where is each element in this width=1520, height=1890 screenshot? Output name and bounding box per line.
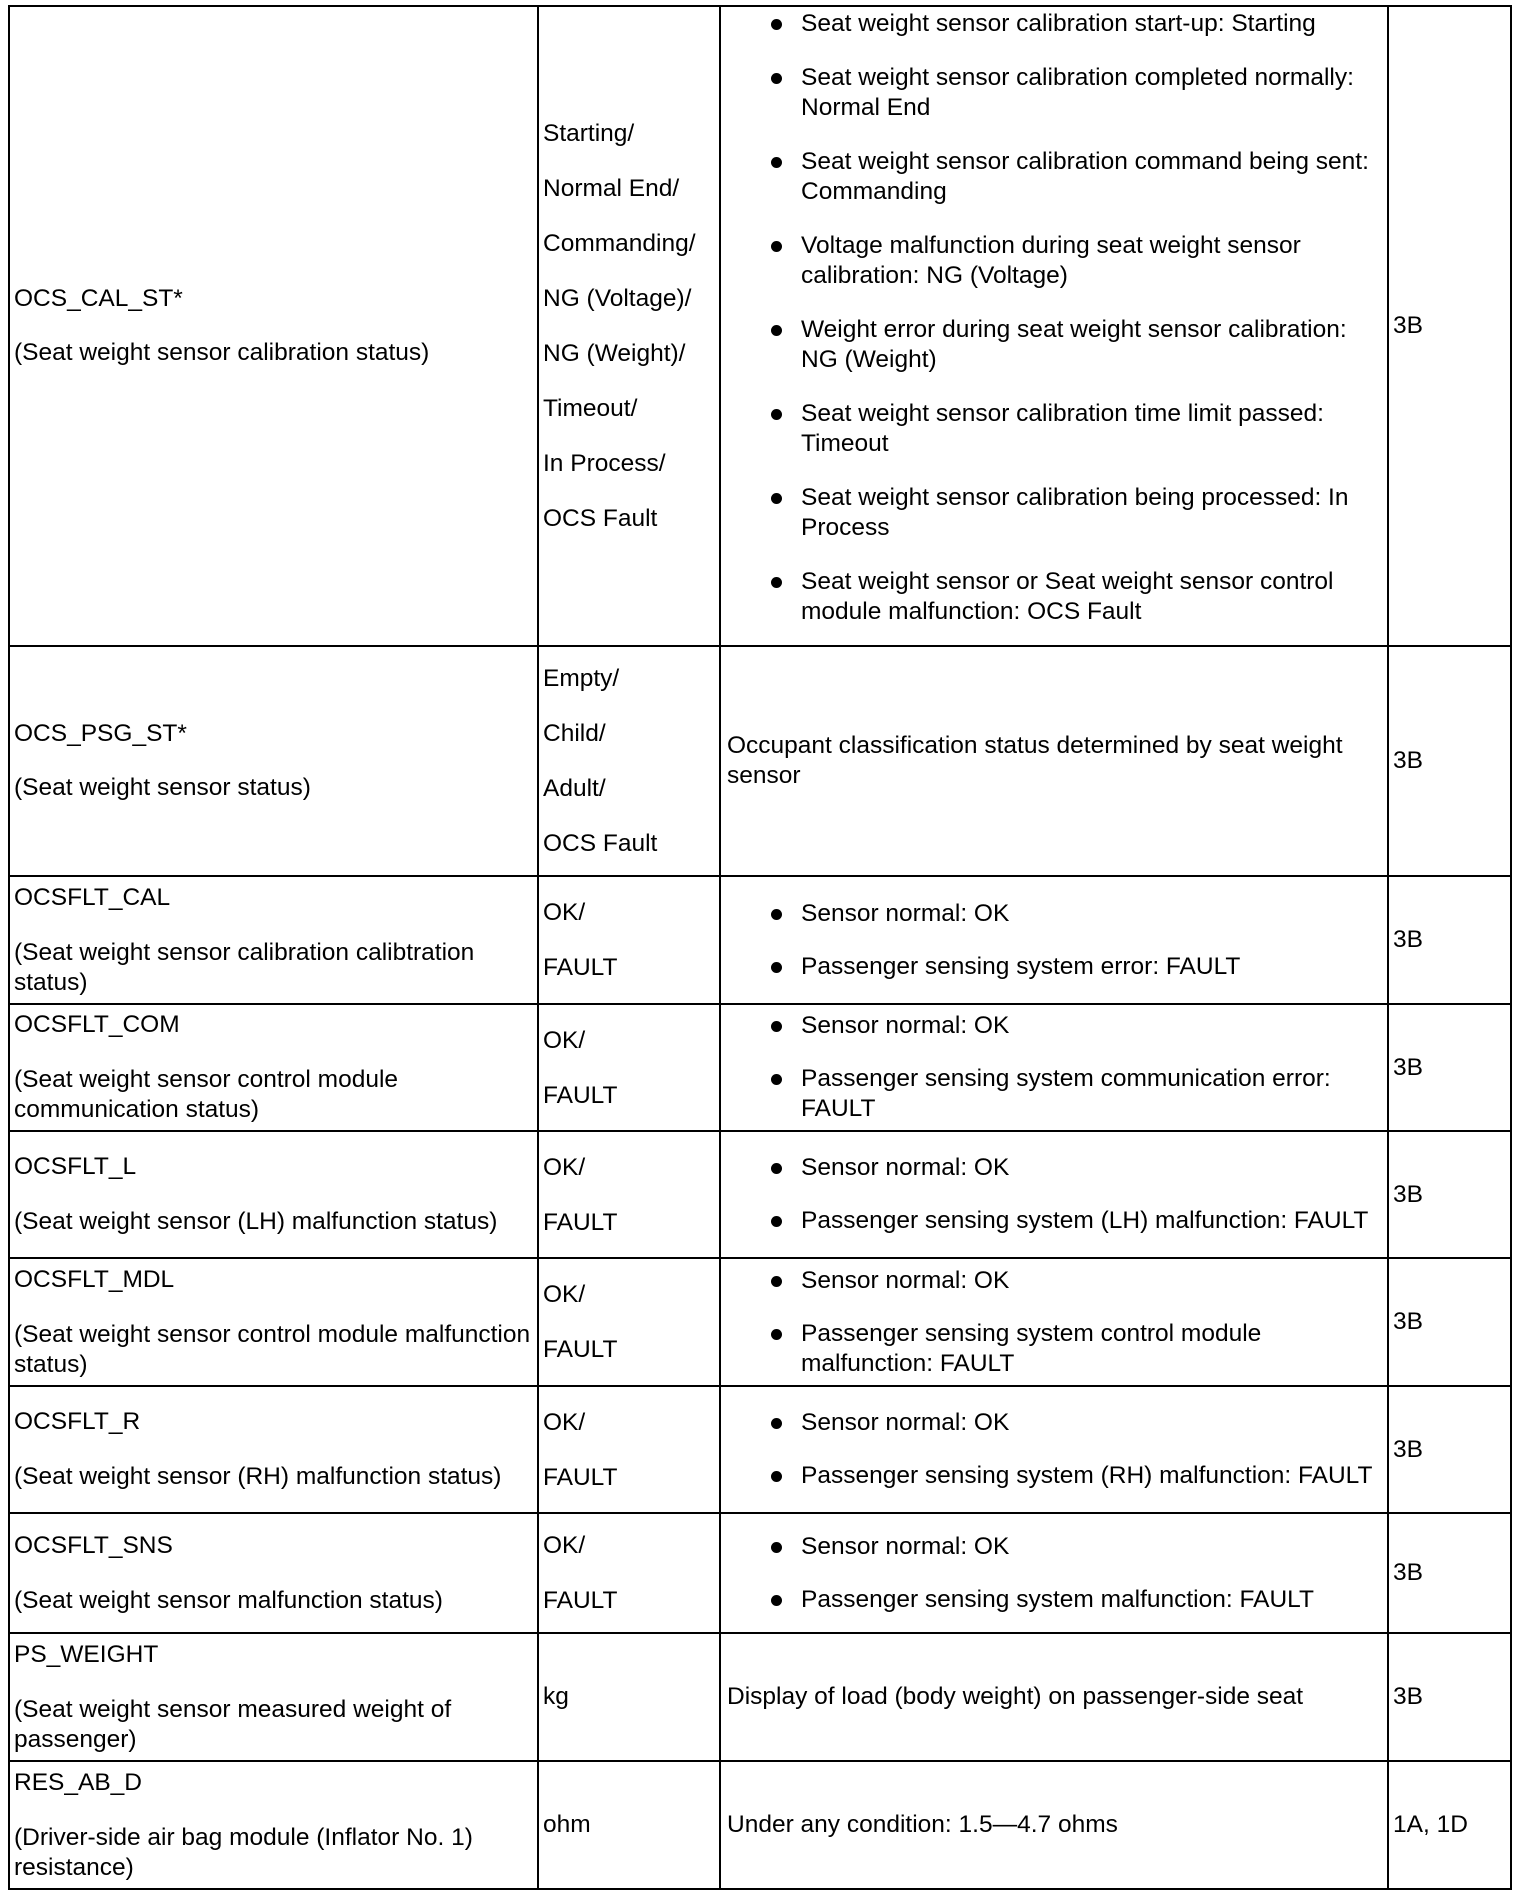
value-cell (538, 6, 720, 646)
value-cell (538, 1258, 720, 1386)
item-cell (9, 1258, 538, 1386)
value-option: FAULT (543, 954, 618, 981)
condition-item: Sensor normal: OK (725, 1532, 1383, 1562)
item-description: (Seat weight sensor malfunction status) (14, 1586, 443, 1614)
item-cell (9, 1513, 538, 1633)
condition-item: Passenger sensing system (LH) malfunction: FAULT (725, 1206, 1383, 1236)
value-option: Empty/ (543, 665, 620, 692)
item-cell (9, 876, 538, 1004)
condition-cell (720, 876, 1388, 1004)
condition-list (725, 1408, 1383, 1491)
table-row (9, 6, 1511, 646)
table-row (9, 876, 1511, 1004)
value-cell (538, 1004, 720, 1131)
item-description: (Seat weight sensor measured weight of passenger) (14, 1695, 452, 1753)
value-option: FAULT (543, 1587, 618, 1614)
bullet-icon (771, 1418, 782, 1429)
bullet-icon (771, 577, 782, 588)
dtc-code: 1A, 1D (1393, 1811, 1468, 1838)
value-option: NG (Weight)/ (543, 340, 686, 367)
value-option: OK/ (543, 1153, 586, 1181)
value-option: OCS Fault (543, 830, 658, 857)
condition-list (725, 1266, 1383, 1379)
table-row (9, 1633, 1511, 1761)
dtc-cell (1388, 1258, 1511, 1386)
item-name: OCSFLT_MDL (14, 1265, 175, 1293)
dtc-code: 3B (1393, 747, 1423, 774)
item-cell (9, 1004, 538, 1131)
condition-cell (720, 6, 1388, 646)
condition-list (725, 1153, 1383, 1236)
item-cell (9, 1386, 538, 1513)
condition-cell (720, 1004, 1388, 1131)
dtc-code: 3B (1393, 926, 1423, 953)
condition-item: Seat weight sensor calibration being processed: In Process (725, 483, 1383, 543)
value-option: Child/ (543, 720, 606, 747)
value-option: Commanding/ (543, 230, 696, 257)
condition-item: Seat weight sensor calibration start-up: Starting (725, 9, 1383, 39)
value-cell (538, 1513, 720, 1633)
item-cell (9, 6, 538, 646)
dtc-cell (1388, 1633, 1511, 1761)
condition-item: Sensor normal: OK (725, 1408, 1383, 1438)
condition-cell (720, 1761, 1388, 1889)
table-row (9, 1004, 1511, 1131)
item-name: OCSFLT_COM (14, 1011, 180, 1038)
item-name: OCSFLT_L (14, 1153, 137, 1180)
bullet-icon (771, 19, 782, 30)
condition-text: Under any condition: 1.5—4.7 ohms (727, 1811, 1118, 1838)
condition-item: Sensor normal: OK (725, 1266, 1383, 1296)
value-option: OK/ (543, 1532, 586, 1559)
table-row (9, 1761, 1511, 1889)
condition-item: Seat weight sensor calibration completed normally: Normal End (725, 63, 1383, 123)
item-description: (Seat weight sensor (LH) malfunction status) (14, 1208, 498, 1235)
value-option: Adult/ (543, 775, 606, 802)
value-option: OK/ (543, 1026, 586, 1054)
bullet-icon (771, 909, 782, 920)
condition-cell (720, 646, 1388, 876)
value-cell (538, 1761, 720, 1889)
item-cell (9, 1633, 538, 1761)
value-option: FAULT (543, 1081, 618, 1109)
item-description: (Driver-side air bag module (Inflator No. 1) resistance) (14, 1823, 473, 1881)
dtc-cell (1388, 1131, 1511, 1258)
bullet-icon (771, 409, 782, 420)
item-name: OCS_PSG_ST* (14, 720, 187, 747)
dtc-code: 3B (1393, 1435, 1423, 1463)
dtc-cell (1388, 1004, 1511, 1131)
bullet-icon (771, 1074, 782, 1085)
condition-list (725, 1532, 1383, 1615)
condition-item: Seat weight sensor or Seat weight sensor control module malfunction: OCS Fault (725, 567, 1383, 627)
value-cell (538, 1633, 720, 1761)
value-option: In Process/ (543, 450, 666, 477)
condition-list (725, 9, 1383, 627)
value-option: Normal End/ (543, 175, 680, 202)
condition-item: Seat weight sensor calibration time limit passed: Timeout (725, 399, 1383, 459)
condition-item: Sensor normal: OK (725, 1153, 1383, 1183)
condition-cell (720, 1131, 1388, 1258)
dtc-code: 3B (1393, 1683, 1423, 1710)
dtc-cell (1388, 6, 1511, 646)
value-option: OK/ (543, 899, 586, 926)
table-row (9, 1258, 1511, 1386)
bullet-icon (771, 1542, 782, 1553)
value-cell (538, 876, 720, 1004)
value-option: FAULT (543, 1463, 618, 1491)
condition-item: Passenger sensing system malfunction: FAULT (725, 1585, 1383, 1615)
item-description: (Seat weight sensor calibration calibtration status) (14, 938, 475, 996)
value-cell (538, 1131, 720, 1258)
bullet-icon (771, 493, 782, 504)
data-list-table (8, 5, 1512, 1890)
dtc-code: 3B (1393, 312, 1423, 339)
item-name: OCSFLT_CAL (14, 883, 171, 911)
value-unit: ohm (543, 1811, 591, 1838)
dtc-code: 3B (1393, 1053, 1423, 1081)
condition-item: Seat weight sensor calibration command being sent: Commanding (725, 147, 1383, 207)
bullet-icon (771, 1595, 782, 1606)
bullet-icon (771, 241, 782, 252)
value-option: Starting/ (543, 120, 635, 147)
item-description: (Seat weight sensor calibration status) (14, 339, 430, 366)
table-row (9, 1131, 1511, 1258)
dtc-cell (1388, 1761, 1511, 1889)
dtc-code: 3B (1393, 1180, 1423, 1208)
bullet-icon (771, 1216, 782, 1227)
bullet-icon (771, 1021, 782, 1032)
item-name: PS_WEIGHT (14, 1640, 159, 1668)
condition-item: Passenger sensing system error: FAULT (725, 952, 1383, 982)
dtc-cell (1388, 646, 1511, 876)
condition-cell (720, 1258, 1388, 1386)
dtc-cell (1388, 876, 1511, 1004)
item-cell (9, 1761, 538, 1889)
table-row (9, 1386, 1511, 1513)
item-name: RES_AB_D (14, 1768, 143, 1796)
value-option: OK/ (543, 1408, 586, 1436)
condition-text: Display of load (body weight) on passenger-side seat (727, 1683, 1304, 1710)
condition-list (725, 899, 1383, 982)
condition-list (725, 1011, 1383, 1124)
item-description: (Seat weight sensor control module communication status) (14, 1066, 399, 1123)
item-name: OCS_CAL_ST* (14, 285, 183, 312)
item-cell (9, 1131, 538, 1258)
item-name: OCSFLT_SNS (14, 1531, 173, 1559)
condition-item: Sensor normal: OK (725, 1011, 1383, 1041)
condition-cell (720, 1513, 1388, 1633)
bullet-icon (771, 1329, 782, 1340)
condition-cell (720, 1386, 1388, 1513)
value-cell (538, 646, 720, 876)
item-description: (Seat weight sensor control module malfunction status) (14, 1320, 531, 1378)
value-option: NG (Voltage)/ (543, 285, 692, 312)
item-cell (9, 646, 538, 876)
table-row (9, 646, 1511, 876)
bullet-icon (771, 1276, 782, 1287)
condition-cell (720, 1633, 1388, 1761)
condition-item: Passenger sensing system control module malfunction: FAULT (725, 1319, 1383, 1379)
value-option: OK/ (543, 1281, 586, 1308)
value-option: Timeout/ (543, 395, 638, 422)
dtc-code: 3B (1393, 1559, 1423, 1586)
condition-text: Occupant classification status determined by seat weight sensor (727, 732, 1343, 789)
dtc-cell (1388, 1386, 1511, 1513)
dtc-cell (1388, 1513, 1511, 1633)
table-row (9, 1513, 1511, 1633)
condition-item: Passenger sensing system communication error: FAULT (725, 1064, 1383, 1124)
dtc-code: 3B (1393, 1308, 1423, 1335)
condition-item: Sensor normal: OK (725, 899, 1383, 929)
value-unit: kg (543, 1683, 569, 1710)
item-description: (Seat weight sensor status) (14, 774, 311, 801)
bullet-icon (771, 1471, 782, 1482)
condition-item: Weight error during seat weight sensor calibration: NG (Weight) (725, 315, 1383, 375)
value-option: FAULT (543, 1208, 618, 1236)
bullet-icon (771, 73, 782, 84)
item-name: OCSFLT_R (14, 1408, 141, 1435)
bullet-icon (771, 157, 782, 168)
bullet-icon (771, 962, 782, 973)
value-option: OCS Fault (543, 505, 658, 532)
item-description: (Seat weight sensor (RH) malfunction status) (14, 1463, 502, 1490)
value-cell (538, 1386, 720, 1513)
bullet-icon (771, 1163, 782, 1174)
value-option: FAULT (543, 1336, 618, 1363)
bullet-icon (771, 325, 782, 336)
condition-item: Passenger sensing system (RH) malfunction: FAULT (725, 1461, 1383, 1491)
condition-item: Voltage malfunction during seat weight sensor calibration: NG (Voltage) (725, 231, 1383, 291)
